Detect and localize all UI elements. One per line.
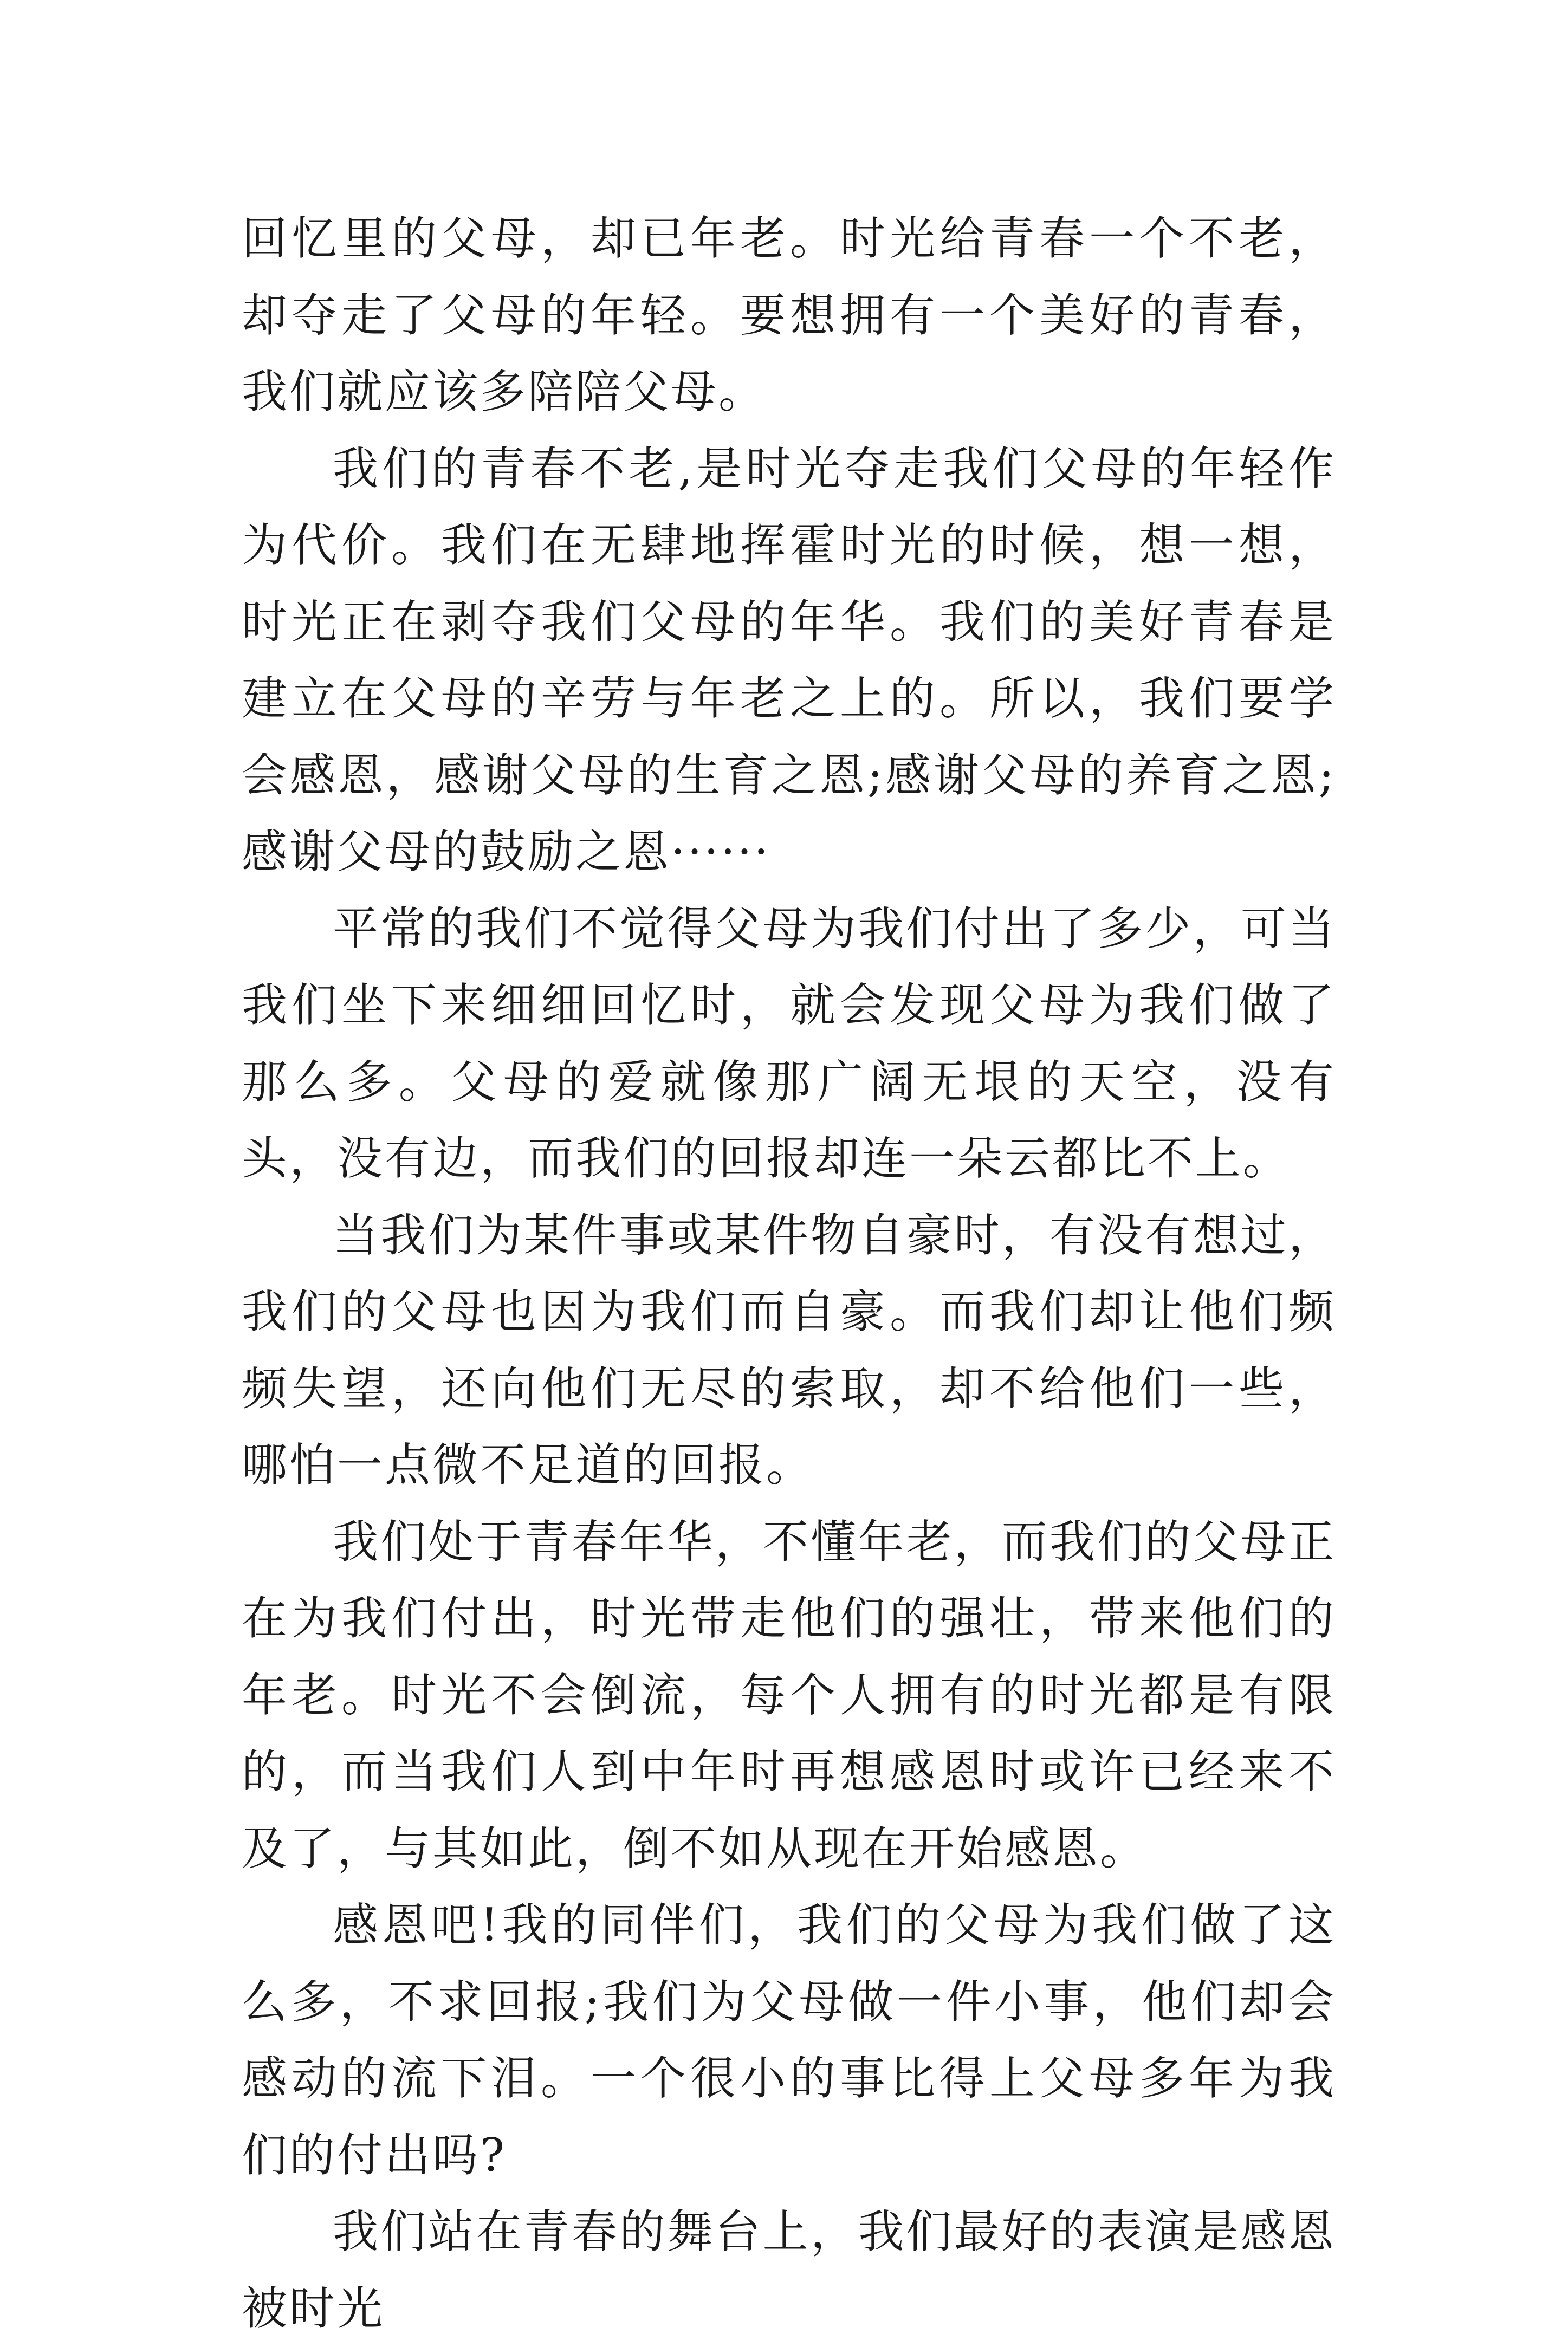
- paragraph-2: 我们的青春不老,是时光夺走我们父母的年轻作为代价。我们在无肆地挥霍时光的时候，想一想，时光正在剥夺我们父母的年华。我们的美好青春是建立在父母的辛劳与年老之上的。所以，我们要学会感恩，感谢父母的生育之恩;感谢父母的养育之恩;感谢父母的鼓励之恩······: [242, 442, 1336, 878]
- paragraph-5: 我们处于青春年华，不懂年老，而我们的父母正在为我们付出，时光带走他们的强壮，带来他们的年老。时光不会倒流，每个人拥有的时光都是有限的，而当我们人到中年时再想感恩时或许已经来不及了，与其如此，倒不如从现在开始感恩。: [242, 1515, 1336, 1875]
- paragraph-6: 感恩吧!我的同伴们，我们的父母为我们做了这么多，不求回报;我们为父母做一件小事，他们却会感动的流下泪。一个很小的事比得上父母多年为我们的付出吗?: [242, 1898, 1336, 2182]
- paragraph-3: 平常的我们不觉得父母为我们付出了多少，可当我们坐下来细细回忆时，就会发现父母为我们做了那么多。父母的爱就像那广阔无垠的天空，没有头，没有边，而我们的回报却连一朵云都比不上。: [242, 902, 1336, 1185]
- document-body: [242, 200, 1336, 2347]
- paragraph-4: 当我们为某件事或某件物自豪时，有没有想过，我们的父母也因为我们而自豪。而我们却让他们频频失望，还向他们无尽的索取，却不给他们一些，哪怕一点微不足道的回报。: [242, 1208, 1336, 1492]
- paragraph-1: 回忆里的父母，却已年老。时光给青春一个不老，却夺走了父母的年轻。要想拥有一个美好的青春，我们就应该多陪陪父母。: [242, 212, 1336, 418]
- paragraph-7: 我们站在青春的舞台上，我们最好的表演是感恩被时光: [242, 2205, 1336, 2335]
